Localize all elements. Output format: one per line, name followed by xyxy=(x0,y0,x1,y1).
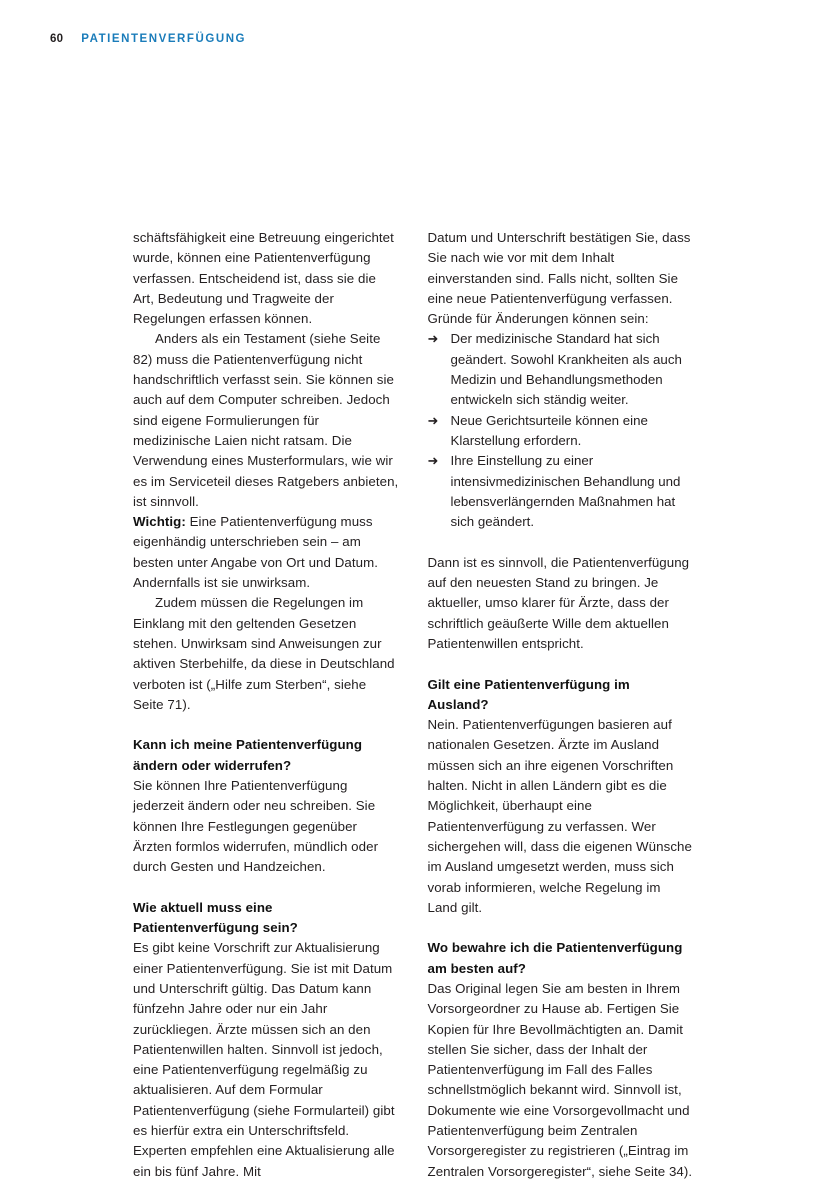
paragraph-aktuell: Es gibt keine Vorschrift zur Aktualisierung einer Patientenverfügung. Sie ist mit Datum und Unterschrift gültig. Das Datum kann fünfzehn Jahre oder nur ein Jahr zurückliegen. Ärzte müssen sich an den Patientenwillen halten. Sinnvoll ist jedoch, eine Patientenverfügung regelmäßig zu aktualisieren. Auf dem Formular Patientenverfügung (siehe Formularteil) gibt es hierfür extra ein Unterschriftsfeld. Experten empfehlen eine Aktualisierung alle ein bis fünf Jahre. Mit xyxy=(133,940,395,1179)
arrow-right-icon: ➜ xyxy=(427,412,439,428)
heading-bewahre: Wo bewahre ich die Patientenverfügung am besten auf? xyxy=(427,940,683,976)
paragraph-wichtig xyxy=(133,512,399,593)
list-item xyxy=(428,411,694,452)
paragraph-einklang: Zudem müssen die Regelungen im Einklang mit den geltenden Gesetzen stehen. Unwirksam sind Anweisungen zur aktiven Sterbehilfe, da diese in Deutschland verboten ist („Hilfe zum Sterben“, siehe Seite 71). xyxy=(133,595,395,712)
section-gap xyxy=(428,654,694,674)
list-item xyxy=(428,451,694,532)
arrow-right-icon: ➜ xyxy=(427,453,439,469)
running-title: PATIENTENVERFÜGUNG xyxy=(81,33,247,45)
section-gap xyxy=(133,715,399,735)
heading-wie-aktuell: Wie aktuell muss eine Patientenverfügung sein? xyxy=(133,899,298,936)
body-columns xyxy=(133,228,693,1182)
wichtig-body: Eine Patientenverfügung muss eigenhändig unterschrieben sein – am besten unter Angabe von Ort und Datum. Andernfalls ist sie unwirksam. xyxy=(133,514,378,591)
reasons-list xyxy=(428,329,694,532)
list-item-label: Ihre Einstellung zu einer intensivmedizinischen Behandlung und lebensverlängernden Maßnahmen hat sich geändert. xyxy=(450,453,681,530)
paragraph-continued: schäftsfähigkeit eine Betreuung eingerichtet wurde, können eine Patientenverfügung verfassen. Entscheidend ist, dass sie die Art, Bedeutung und Tragweite der Regelungen erfassen können. xyxy=(133,230,394,327)
left-column xyxy=(133,228,399,1182)
wichtig-lead-in: Wichtig: xyxy=(133,514,186,530)
paragraph-dann: Dann ist es sinnvoll, die Patientenverfügung auf den neuesten Stand zu bringen. Je aktueller, umso klarer für Ärzte, dass der schriftlich geäußerte Wille dem aktuellen Patientenwillen entspricht. xyxy=(427,554,690,651)
list-intro: Gründe für Änderungen können sein: xyxy=(427,311,649,327)
list-item-label: Der medizinische Standard hat sich geändert. Sowohl Krankheiten als auch Medizin und Behandlungsmethoden entwickeln sich ständig weiter. xyxy=(450,331,682,408)
paragraph-datum: Datum und Unterschrift bestätigen Sie, dass Sie nach wie vor mit dem Inhalt einverstanden sind. Falls nicht, sollten Sie eine neue Patientenverfügung verfassen. xyxy=(427,230,691,306)
page-number: 60 xyxy=(50,33,64,45)
running-head xyxy=(50,33,246,45)
arrow-right-icon: ➜ xyxy=(427,331,439,347)
heading-ausland: Gilt eine Patientenverfügung im Ausland? xyxy=(427,676,630,712)
heading-aendern-widerrufen: Kann ich meine Patientenverfügung ändern oder widerrufen? xyxy=(133,737,363,773)
list-item-label: Neue Gerichtsurteile können eine Klarstellung erfordern. xyxy=(450,412,648,448)
paragraph-ausland: Nein. Patientenverfügungen basieren auf nationalen Gesetzen. Ärzte im Ausland müssen sich an ihre eigenen Vorschriften halten. Nicht in allen Ländern gibt es die Möglichkeit, überhaupt eine Patientenverfügung zu verfassen. Wer sichergehen will, dass die eigenen Wünsche im Ausland umgesetzt werden, muss sich vorab informieren, welche Regelung im Land gilt. xyxy=(427,717,692,915)
paragraph-bewahre: Das Original legen Sie am besten in Ihrem Vorsorgeordner zu Hause ab. Fertigen Sie Kopien für Ihre Bevollmächtigten an. Damit stellen Sie sicher, dass der Inhalt der Patientenverfügung im Fall des Falles schnellstmöglich bekannt wird. Sinnvoll ist, Dokumente wie eine Vorsorgevollmacht und Patientenverfügung beim Zentralen Vorsorgeregister zu registrieren („Eintrag im Zentralen Vorsorgeregister“, siehe Seite 34). xyxy=(427,980,693,1179)
section-gap xyxy=(133,878,399,898)
paragraph-aendern: Sie können Ihre Patientenverfügung jederzeit ändern oder neu schreiben. Sie können Ihre Festlegungen gegenüber Ärzten formlos widerrufen, mündlich oder durch Gesten und Handzeichen. xyxy=(133,778,379,875)
section-gap xyxy=(428,918,694,938)
paragraph-testament: Anders als ein Testament (siehe Seite 82) muss die Patientenverfügung nicht handschriftlich verfasst sein. Sie können sie auch auf dem Computer schreiben. Jedoch sind eigene Formulierungen für medizinische Laien nicht ratsam. Die Verwendung eines Musterformulars, wie wir es im Serviceteil dieses Ratgebers anbieten, ist sinnvoll. xyxy=(133,331,399,509)
section-gap xyxy=(428,532,694,552)
list-item xyxy=(428,329,694,410)
right-column xyxy=(428,228,694,1182)
